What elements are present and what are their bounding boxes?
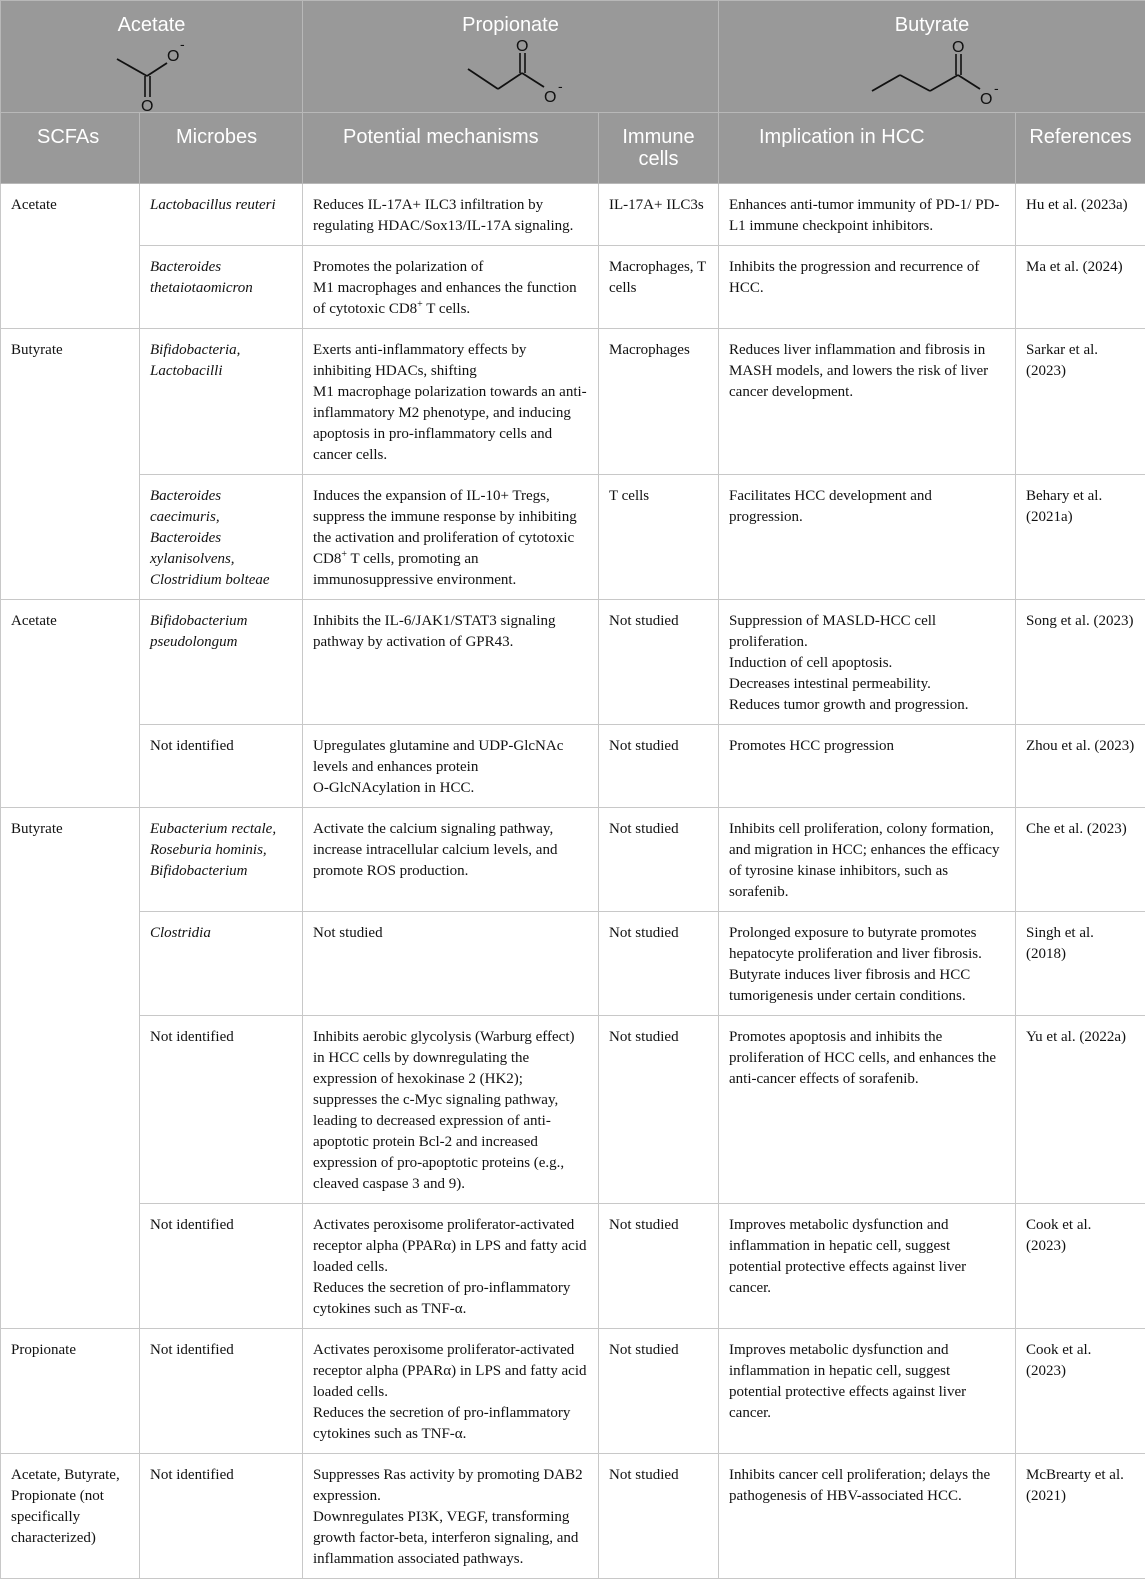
mechanism-cell — [303, 246, 599, 329]
table-row — [1, 1016, 1145, 1204]
implication-cell — [719, 600, 1016, 725]
immune-cell: IL-17A+ ILC3s — [599, 184, 719, 246]
butyrate-structure-cell — [719, 1, 1145, 113]
mechanism-line: Activates peroxisome proliferator-activated receptor alpha (PPARα) in LPS and fatty acid loaded cells. — [313, 1215, 588, 1278]
table-row — [1, 1329, 1145, 1454]
reference-cell: Zhou et al. (2023) — [1016, 725, 1145, 808]
propionate-structure-cell — [303, 1, 719, 113]
microbes-cell: Not identified — [140, 1204, 303, 1329]
mechanism-cell — [303, 1204, 599, 1329]
mechanism-cell: Reduces IL-17A+ ILC3 infiltration by regulating HDAC/Sox13/IL-17A signaling. — [303, 184, 599, 246]
reference-cell: Sarkar et al. (2023) — [1016, 329, 1145, 475]
immune-cell: Not studied — [599, 1016, 719, 1204]
column-header-row — [1, 113, 1145, 184]
microbes-cell: Bifidobacterium pseudolongum — [140, 600, 303, 725]
propionate-structure-name: Propionate — [303, 1, 718, 37]
reference-cell: Ma et al. (2024) — [1016, 246, 1145, 329]
immune-cell: Not studied — [599, 600, 719, 725]
table-row — [1, 600, 1145, 725]
header-implication: Implication in HCC — [719, 113, 1016, 184]
mechanism-line: O-GlcNAcylation in HCC. — [313, 778, 588, 799]
microbe-line: Bifidobacterium — [150, 861, 292, 882]
mechanism-line: Promotes the polarization of — [313, 257, 588, 278]
scfa-cell: Propionate — [1, 1329, 140, 1454]
implication-cell: Facilitates HCC development and progression. — [719, 475, 1016, 600]
acetate-oxygen-double: O — [141, 98, 153, 111]
header-immune-cells: Immune cells — [599, 113, 719, 184]
immune-cell: T cells — [599, 475, 719, 600]
implication-cell: Improves metabolic dysfunction and inflammation in hepatic cell, suggest potential protective effects against liver cancer. — [719, 1329, 1016, 1454]
microbes-cell — [140, 808, 303, 912]
scfa-cell: Butyrate — [1, 329, 140, 600]
superscript: + — [341, 549, 347, 560]
mechanism-line: Reduces the secretion of pro-inflammatory cytokines such as TNF-α. — [313, 1403, 588, 1445]
acetate-structure-diagram — [107, 39, 197, 111]
mechanism-line: M1 macrophages and enhances the function of cytotoxic CD8 — [313, 280, 577, 317]
reference-cell: Hu et al. (2023a) — [1016, 184, 1145, 246]
propionate-oxygen-double: O — [516, 39, 528, 55]
table-row — [1, 184, 1145, 246]
mechanism-line: M1 macrophage polarization towards an anti-inflammatory M2 phenotype, and inducing apoptosis in pro-inflammatory cells and cancer cells. — [313, 384, 587, 463]
mechanism-cell: Activate the calcium signaling pathway, increase intracellular calcium levels, and promote ROS production. — [303, 808, 599, 912]
header-mechanisms: Potential mechanisms — [303, 113, 599, 184]
table-row — [1, 246, 1145, 329]
microbes-cell: Lactobacillus reuteri — [140, 184, 303, 246]
butyrate-charge: - — [994, 80, 999, 96]
mechanism-cell: Inhibits aerobic glycolysis (Warburg effect) in HCC cells by downregulating the expression of hexokinase 2 (HK2); suppresses the c-Myc signaling pathway, leading to decreased expression of anti-apoptotic protein Bcl-2 and increased expression of pro-apoptotic proteins (e.g., cleaved caspase 3 and 9). — [303, 1016, 599, 1204]
microbes-cell: Not identified — [140, 1329, 303, 1454]
mechanism-cell — [303, 329, 599, 475]
mechanism-line: Activates peroxisome proliferator-activated receptor alpha (PPARα) in LPS and fatty acid loaded cells. — [313, 1340, 588, 1403]
immune-cell: Macrophages — [599, 329, 719, 475]
header-references: References — [1016, 113, 1145, 184]
microbes-cell: Clostridia — [140, 912, 303, 1016]
header-microbes: Microbes — [140, 113, 303, 184]
mechanism-cell: Not studied — [303, 912, 599, 1016]
immune-cell: Not studied — [599, 808, 719, 912]
table-row — [1, 808, 1145, 912]
implication-cell: Inhibits cell proliferation, colony formation, and migration in HCC; enhances the efficacy of tyrosine kinase inhibitors, such as sorafenib. — [719, 808, 1016, 912]
implication-cell — [719, 912, 1016, 1016]
scfa-cell: Acetate, Butyrate, Propionate (not specifically characterized) — [1, 1454, 140, 1579]
microbe-line: Eubacterium rectale, — [150, 819, 292, 840]
structure-header-row — [1, 1, 1145, 113]
immune-cell: Not studied — [599, 725, 719, 808]
mechanism-cell: Inhibits the IL-6/JAK1/STAT3 signaling pathway by activation of GPR43. — [303, 600, 599, 725]
immune-cell: Macrophages, T cells — [599, 246, 719, 329]
implication-line: Reduces tumor growth and progression. — [729, 695, 1005, 716]
mechanism-line: Upregulates glutamine and UDP-GlcNAc levels and enhances protein — [313, 736, 588, 778]
implication-line: Prolonged exposure to butyrate promotes hepatocyte proliferation and liver fibrosis. — [729, 923, 1005, 965]
implication-cell: Reduces liver inflammation and fibrosis in MASH models, and lowers the risk of liver cancer development. — [719, 329, 1016, 475]
reference-cell: Cook et al. (2023) — [1016, 1329, 1145, 1454]
butyrate-structure-name: Butyrate — [719, 1, 1145, 37]
reference-cell: McBrearty et al. (2021) — [1016, 1454, 1145, 1579]
butyrate-oxygen-single: O — [980, 91, 992, 108]
implication-cell: Improves metabolic dysfunction and inflammation in hepatic cell, suggest potential protective effects against liver cancer. — [719, 1204, 1016, 1329]
reference-cell: Yu et al. (2022a) — [1016, 1016, 1145, 1204]
microbes-cell: Not identified — [140, 1454, 303, 1579]
implication-cell: Inhibits cancer cell proliferation; delays the pathogenesis of HBV-associated HCC. — [719, 1454, 1016, 1579]
implication-cell: Enhances anti-tumor immunity of PD-1/ PD-L1 immune checkpoint inhibitors. — [719, 184, 1016, 246]
implication-line: Suppression of MASLD-HCC cell proliferation. — [729, 611, 1005, 653]
mechanism-cell — [303, 725, 599, 808]
microbes-cell: Bacteroides caecimuris, Bacteroides xylanisolvens, Clostridium bolteae — [140, 475, 303, 600]
butyrate-structure-diagram — [852, 39, 1012, 111]
propionate-oxygen-single: O — [544, 89, 556, 106]
superscript: + — [417, 299, 423, 310]
microbes-cell: Not identified — [140, 1016, 303, 1204]
acetate-charge: - — [180, 39, 185, 52]
implication-cell: Promotes HCC progression — [719, 725, 1016, 808]
table-row — [1, 912, 1145, 1016]
microbes-cell: Bacteroides thetaiotaomicron — [140, 246, 303, 329]
reference-cell: Cook et al. (2023) — [1016, 1204, 1145, 1329]
mechanism-line: Induces the expansion of IL-10+ Tregs, suppress the immune response by inhibiting the activation and proliferation of cytotoxic CD8 — [313, 488, 577, 567]
reference-cell: Song et al. (2023) — [1016, 600, 1145, 725]
propionate-structure-diagram — [446, 39, 576, 111]
acetate-structure-name: Acetate — [1, 1, 302, 37]
implication-line: Induction of cell apoptosis. — [729, 653, 1005, 674]
table-row — [1, 1454, 1145, 1579]
butyrate-oxygen-double: O — [952, 39, 964, 56]
mechanism-line: Downregulates PI3K, VEGF, transforming growth factor-beta, interferon signaling, and inflammation associated pathways. — [313, 1507, 588, 1570]
mechanism-cell — [303, 1454, 599, 1579]
mechanism-line: Reduces the secretion of pro-inflammatory cytokines such as TNF-α. — [313, 1278, 588, 1320]
microbes-cell: Bifidobacteria, Lactobacilli — [140, 329, 303, 475]
mechanism-line: Exerts anti-inflammatory effects by inhibiting HDACs, shifting — [313, 340, 588, 382]
acetate-oxygen-single: O — [167, 48, 179, 65]
table-row — [1, 725, 1145, 808]
implication-line: Butyrate induces liver fibrosis and HCC tumorigenesis under certain conditions. — [729, 965, 1005, 1007]
reference-cell: Singh et al. (2018) — [1016, 912, 1145, 1016]
scfa-cell: Acetate — [1, 600, 140, 808]
immune-cell: Not studied — [599, 1204, 719, 1329]
reference-cell: Behary et al. (2021a) — [1016, 475, 1145, 600]
immune-cell: Not studied — [599, 1329, 719, 1454]
mechanism-cell — [303, 1329, 599, 1454]
propionate-charge: - — [558, 78, 563, 94]
microbes-cell: Not identified — [140, 725, 303, 808]
table-row — [1, 1204, 1145, 1329]
table-row — [1, 475, 1145, 600]
implication-cell: Promotes apoptosis and inhibits the proliferation of HCC cells, and enhances the anti-cancer effects of sorafenib. — [719, 1016, 1016, 1204]
immune-cell: Not studied — [599, 1454, 719, 1579]
immune-cell: Not studied — [599, 912, 719, 1016]
mechanism-line: Suppresses Ras activity by promoting DAB2 expression. — [313, 1465, 588, 1507]
acetate-structure-cell — [1, 1, 303, 113]
table-row — [1, 329, 1145, 475]
header-scfas: SCFAs — [1, 113, 140, 184]
mechanism-line: T cells, promoting an immunosuppressive environment. — [313, 551, 516, 588]
mechanism-cell — [303, 475, 599, 600]
reference-cell: Che et al. (2023) — [1016, 808, 1145, 912]
implication-cell: Inhibits the progression and recurrence of HCC. — [719, 246, 1016, 329]
mechanism-line: T cells. — [423, 301, 470, 317]
scfa-cell: Acetate — [1, 184, 140, 329]
scfa-cell: Butyrate — [1, 808, 140, 1329]
microbe-line: Roseburia hominis, — [150, 840, 292, 861]
implication-line: Decreases intestinal permeability. — [729, 674, 1005, 695]
